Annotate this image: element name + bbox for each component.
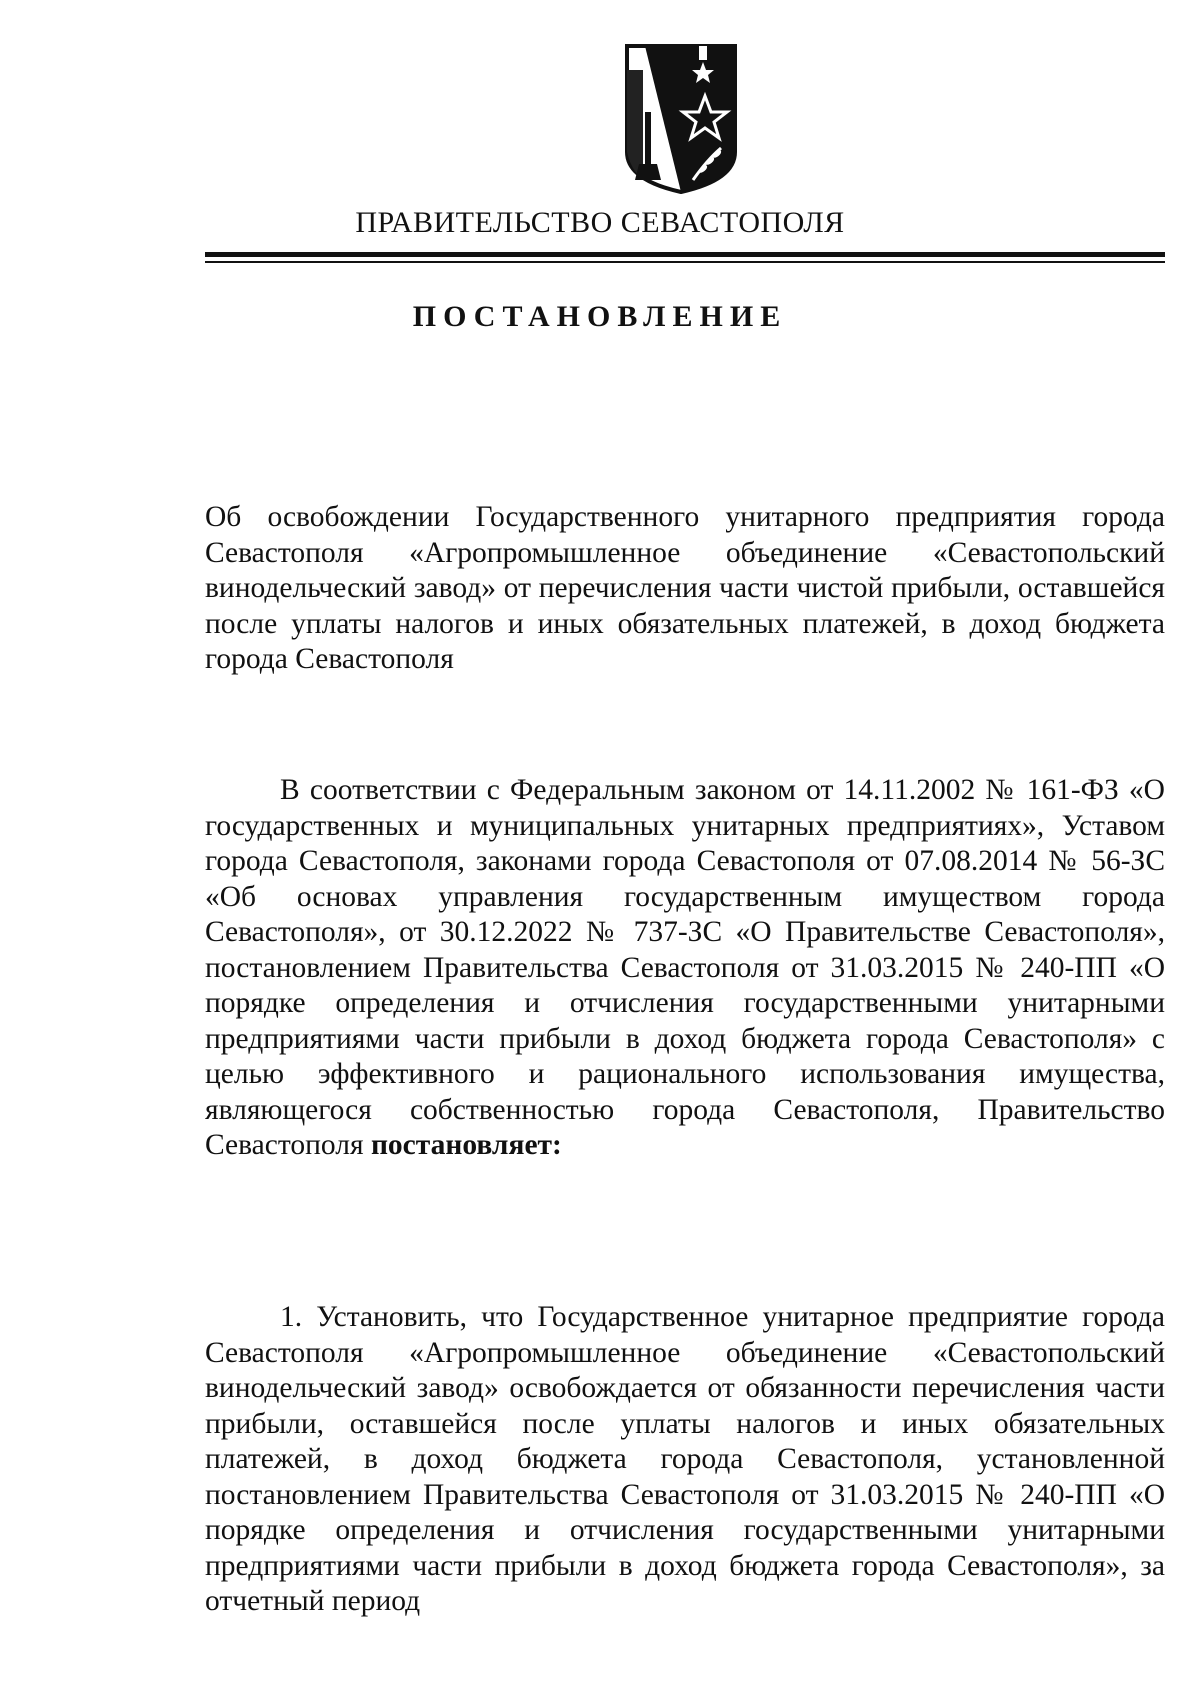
document-title: Об освобождении Государственного унитарного предприятия города Севастополя «Агропромышленное объединение «Севастопольский винодельческий завод» от перечисления части чистой прибыли, оставшейся после уплаты налогов и иных обязательных платежей, в доход бюджета города Севастополя: [205, 501, 1165, 675]
document-type: ПОСТАНОВЛЕНИЕ: [412, 300, 788, 333]
coat-of-arms-icon: [621, 40, 741, 198]
item-1: 1. Установить, что Государственное унитарное предприятие города Севастополя «Агропромышленное объединение «Севастопольский винодельческий завод» освобождается от обязанности перечисления части прибыли, оставшейся после уплаты налогов и иных обязательных платежей, в доход бюджета города Севастополя, установленной постановлением Правительства Севастополя от 31.03.2015 № 240-ПП «О порядке определения и отчисления государственными унитарными предприятиями части прибыли в доход бюджета города Севастополя», за отчетный период: [205, 1301, 1165, 1617]
header-rule-thin: [205, 261, 1165, 263]
preamble-paragraph: [205, 773, 1165, 1164]
preamble-text: В соответствии с Федеральным законом от 14.11.2002 № 161-ФЗ «О государственных и муниципальных унитарных предприятиях», Уставом города Севастополя, законами города Севастополя от 07.08.2014 № 56-ЗС «Об основах управления государственным имуществом города Севастополя», от 30.12.2022 № 737-ЗС «О Правительстве Севастополя», постановлением Правительства Севастополя от 31.03.2015 № 240-ПП «О порядке определения и отчисления государственными унитарными предприятиями части прибыли в доход бюджета города Севастополя» с целью эффективного и рационального использования имущества, являющегося собственностью города Севастополя, Правительство Севастополя: [205, 774, 1165, 1161]
header-rule-thick: [205, 252, 1165, 257]
decree-word: постановляет:: [370, 1129, 562, 1161]
organization-name: ПРАВИТЕЛЬСТВО СЕВАСТОПОЛЯ: [355, 206, 845, 239]
